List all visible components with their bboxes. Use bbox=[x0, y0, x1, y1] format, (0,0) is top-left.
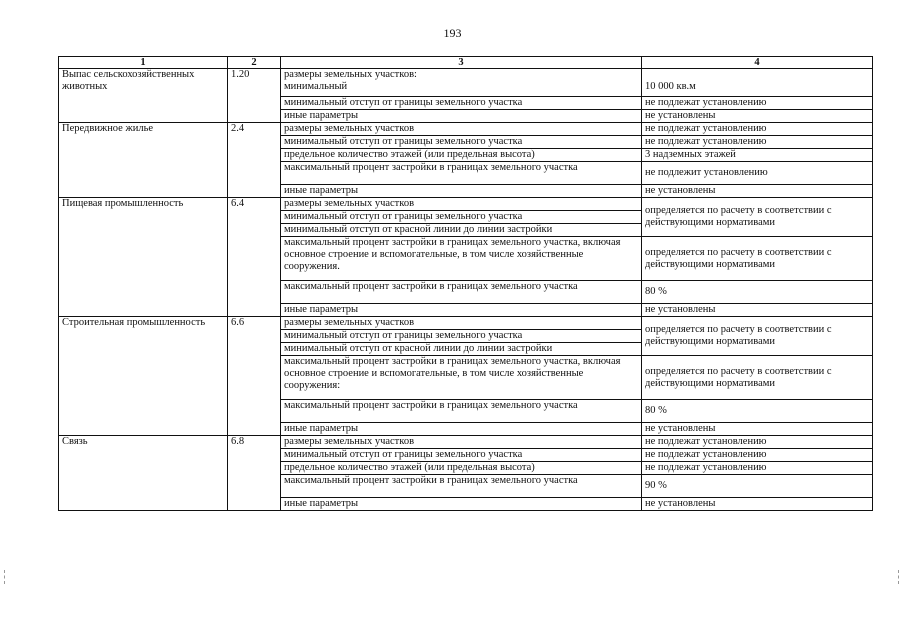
parameter-cell: минимальный отступ от границы земельного участка bbox=[281, 211, 642, 224]
table-row bbox=[59, 123, 873, 136]
parameter-cell: иные параметры bbox=[281, 423, 642, 436]
value-cell: 10 000 кв.м bbox=[642, 69, 873, 97]
page-number: 193 bbox=[443, 26, 462, 40]
parameter-cell: минимальный отступ от границы земельного участка bbox=[281, 97, 642, 110]
parameter-cell: максимальный процент застройки в границах земельного участка bbox=[281, 400, 642, 423]
use-type-cell: Связь bbox=[59, 436, 228, 511]
parameters-table bbox=[58, 56, 873, 511]
value-cell: не подлежит установлению bbox=[642, 162, 873, 185]
value-cell: не установлены bbox=[642, 110, 873, 123]
column-header: 4 bbox=[642, 57, 873, 69]
value-cell: определяется по расчету в соответствии с действующими нормативами bbox=[642, 198, 873, 237]
parameter-cell: максимальный процент застройки в границах земельного участка bbox=[281, 162, 642, 185]
value-cell: не подлежат установлению bbox=[642, 97, 873, 110]
table-header-row bbox=[59, 57, 873, 69]
use-code-cell: 6.4 bbox=[228, 198, 281, 317]
parameter-cell: минимальный отступ от границы земельного участка bbox=[281, 449, 642, 462]
table-row bbox=[59, 69, 873, 97]
parameter-cell: минимальный отступ от границы земельного участка bbox=[281, 330, 642, 343]
parameter-cell: минимальный отступ от границы земельного участка bbox=[281, 136, 642, 149]
column-header: 1 bbox=[59, 57, 228, 69]
page-edge-mark bbox=[898, 570, 901, 584]
use-type-cell: Пищевая промышленность bbox=[59, 198, 228, 317]
value-cell: определяется по расчету в соответствии с действующими нормативами bbox=[642, 356, 873, 400]
table-body bbox=[59, 69, 873, 511]
value-cell: не подлежат установлению bbox=[642, 123, 873, 136]
table-row bbox=[59, 198, 873, 211]
value-cell: не установлены bbox=[642, 304, 873, 317]
parameter-cell: предельное количество этажей (или предельная высота) bbox=[281, 149, 642, 162]
value-cell: 90 % bbox=[642, 475, 873, 498]
table-row bbox=[59, 436, 873, 449]
value-cell: определяется по расчету в соответствии с действующими нормативами bbox=[642, 317, 873, 356]
parameter-cell: иные параметры bbox=[281, 185, 642, 198]
parameter-cell: минимальный отступ от красной линии до линии застройки bbox=[281, 343, 642, 356]
parameter-cell: иные параметры bbox=[281, 304, 642, 317]
parameter-cell: размеры земельных участков: минимальный bbox=[281, 69, 642, 97]
use-code-cell: 6.8 bbox=[228, 436, 281, 511]
use-type-cell: Передвижное жилье bbox=[59, 123, 228, 198]
use-type-cell: Выпас сельскохозяйственных животных bbox=[59, 69, 228, 123]
parameter-cell: размеры земельных участков bbox=[281, 123, 642, 136]
parameter-cell: минимальный отступ от красной линии до линии застройки bbox=[281, 224, 642, 237]
value-cell: 80 % bbox=[642, 281, 873, 304]
use-code-cell: 6.6 bbox=[228, 317, 281, 436]
value-cell: не установлены bbox=[642, 498, 873, 511]
value-cell: не подлежат установлению bbox=[642, 462, 873, 475]
value-cell: не подлежат установлению bbox=[642, 449, 873, 462]
parameter-cell: иные параметры bbox=[281, 110, 642, 123]
use-type-cell: Строительная промышленность bbox=[59, 317, 228, 436]
column-header: 3 bbox=[281, 57, 642, 69]
value-cell: 80 % bbox=[642, 400, 873, 423]
parameter-cell: максимальный процент застройки в границах земельного участка, включая основное строение и вспомогательные, в том числе хозяйственные сооружения. bbox=[281, 237, 642, 281]
value-cell: не установлены bbox=[642, 185, 873, 198]
value-cell: не установлены bbox=[642, 423, 873, 436]
value-cell: не подлежат установлению bbox=[642, 136, 873, 149]
value-cell: определяется по расчету в соответствии с действующими нормативами bbox=[642, 237, 873, 281]
parameter-cell: размеры земельных участков bbox=[281, 436, 642, 449]
page-edge-mark bbox=[4, 570, 7, 584]
parameter-cell: максимальный процент застройки в границах земельного участка, включая основное строение и вспомогательные, в том числе хозяйственные сооружения: bbox=[281, 356, 642, 400]
parameter-cell: максимальный процент застройки в границах земельного участка bbox=[281, 475, 642, 498]
parameter-cell: размеры земельных участков bbox=[281, 198, 642, 211]
value-cell: не подлежат установлению bbox=[642, 436, 873, 449]
use-code-cell: 2.4 bbox=[228, 123, 281, 198]
column-header: 2 bbox=[228, 57, 281, 69]
parameter-cell: иные параметры bbox=[281, 498, 642, 511]
parameter-cell: предельное количество этажей (или предельная высота) bbox=[281, 462, 642, 475]
parameter-cell: максимальный процент застройки в границах земельного участка bbox=[281, 281, 642, 304]
parameter-cell: размеры земельных участков bbox=[281, 317, 642, 330]
table-row bbox=[59, 317, 873, 330]
use-code-cell: 1.20 bbox=[228, 69, 281, 123]
value-cell: 3 надземных этажей bbox=[642, 149, 873, 162]
